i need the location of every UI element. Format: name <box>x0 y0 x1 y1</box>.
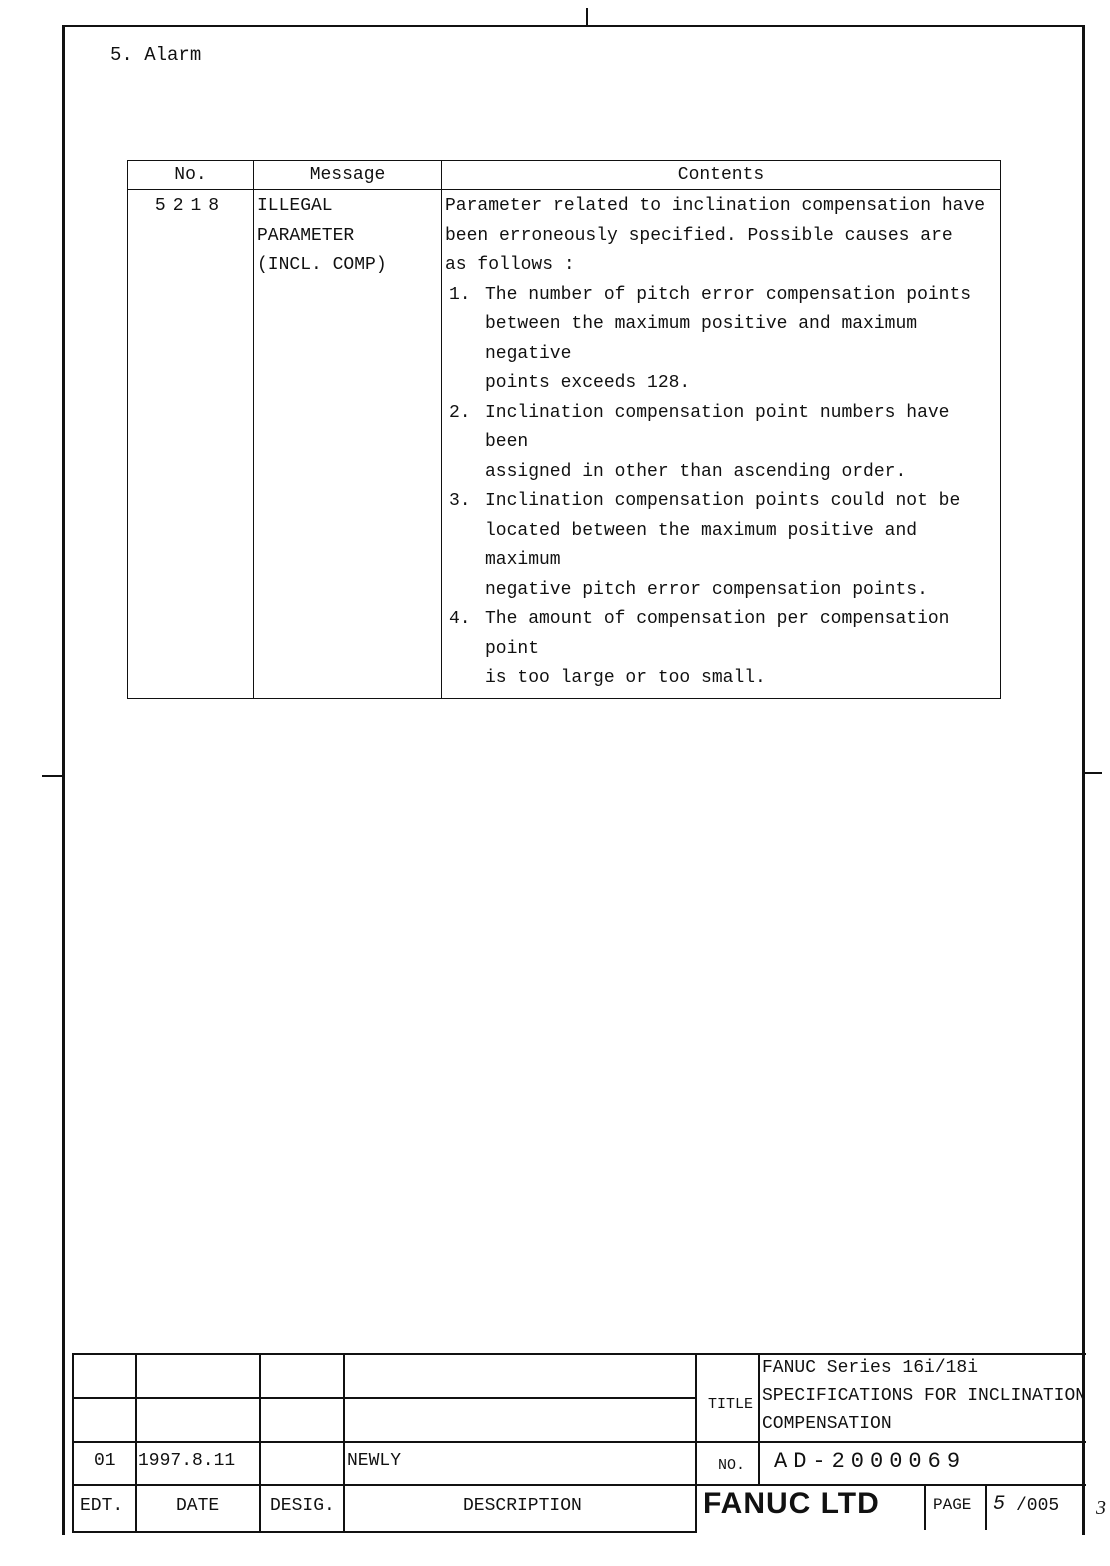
title-block-rule <box>72 1441 1086 1443</box>
cause-line: points exceeds 128. <box>485 373 691 393</box>
header-no: No. <box>128 161 254 190</box>
title-block-rule <box>72 1397 695 1399</box>
cause-line: Inclination compensation points could not be <box>485 491 961 511</box>
page-number: 5 <box>993 1493 1006 1516</box>
table-row <box>128 190 1001 699</box>
contents-intro-line: been erroneously specified. Possible causes are <box>445 225 953 246</box>
cause-line: The amount of compensation per compensation point <box>485 609 950 659</box>
title-block-rule <box>985 1486 987 1530</box>
title-line: SPECIFICATIONS FOR INCLINATION <box>762 1386 1087 1406</box>
page-frame-right <box>1082 25 1085 1535</box>
label-edt: EDT. <box>80 1496 124 1516</box>
alarm-contents <box>442 190 1001 699</box>
cause-line: The number of pitch error compensation points <box>485 284 972 305</box>
label-desig: DESIG. <box>270 1496 335 1516</box>
page-frame-left <box>62 25 65 1535</box>
cause-item <box>445 487 997 605</box>
label-page: PAGE <box>933 1496 972 1514</box>
cause-line: located between the maximum positive and maximum <box>485 520 918 570</box>
cause-item <box>445 605 997 694</box>
label-description: DESCRIPTION <box>463 1496 582 1516</box>
header-message: Message <box>254 161 442 190</box>
section-heading: 5. Alarm <box>110 44 202 66</box>
document-number: AD-2000069 <box>774 1449 967 1474</box>
title-block-rule <box>72 1484 1086 1486</box>
title-block-rule <box>758 1353 760 1484</box>
cause-line: negative pitch error compensation points. <box>485 579 928 600</box>
center-mark-top <box>586 8 588 26</box>
alarm-message-line: ILLEGAL PARAMETER <box>257 196 355 246</box>
cause-line: between the maximum positive and maximum negative <box>485 314 918 364</box>
alarm-table-header-row <box>128 161 1001 190</box>
cause-text <box>485 605 997 694</box>
cause-number: 1. <box>449 284 471 305</box>
contents-intro-line: as follows : <box>445 255 575 275</box>
label-no: NO. <box>718 1457 746 1474</box>
cause-line: is too large or too small. <box>485 668 766 688</box>
title-block-rule <box>695 1353 697 1533</box>
margin-note: 3 <box>1096 1497 1106 1519</box>
alarm-message-line: (INCL. COMP) <box>257 255 387 275</box>
contents-intro-line: Parameter related to inclination compensation have <box>445 196 986 216</box>
title-block-border-top <box>72 1353 1086 1355</box>
center-mark-right <box>1084 772 1102 774</box>
header-contents: Contents <box>442 161 1001 190</box>
title-block <box>72 1353 1086 1533</box>
title-block-rule <box>135 1353 137 1533</box>
label-title: TITLE <box>708 1396 754 1413</box>
title-block-rule <box>343 1353 345 1533</box>
fanuc-logo: FANUC LTD <box>703 1487 880 1520</box>
label-date: DATE <box>176 1496 220 1516</box>
cause-number: 2. <box>449 402 471 423</box>
cause-item <box>445 281 997 399</box>
title-block-rule <box>259 1353 261 1533</box>
title-block-rule <box>924 1486 926 1530</box>
alarm-number: 5218 <box>128 190 254 699</box>
cause-line: Inclination compensation point numbers have been <box>485 402 950 452</box>
center-mark-left <box>42 775 64 777</box>
cause-item <box>445 399 997 488</box>
title-line: FANUC Series 16i/18i <box>762 1358 979 1378</box>
title-block-border-bottom <box>72 1531 697 1533</box>
page-total: /005 <box>1016 1496 1060 1516</box>
alarm-table <box>127 160 1001 699</box>
title-block-border-left <box>72 1353 74 1533</box>
edition-value: 01 <box>94 1451 116 1471</box>
cause-text <box>485 399 997 488</box>
cause-number: 4. <box>449 609 471 629</box>
cause-number: 3. <box>449 491 471 511</box>
alarm-message <box>254 190 442 699</box>
title-line: COMPENSATION <box>762 1414 892 1434</box>
cause-text <box>485 487 997 605</box>
cause-text <box>485 281 997 399</box>
date-value: 1997.8.11 <box>138 1451 236 1471</box>
description-value: NEWLY <box>347 1451 402 1471</box>
page-frame-top <box>62 25 1084 27</box>
cause-line: assigned in other than ascending order. <box>485 461 907 482</box>
